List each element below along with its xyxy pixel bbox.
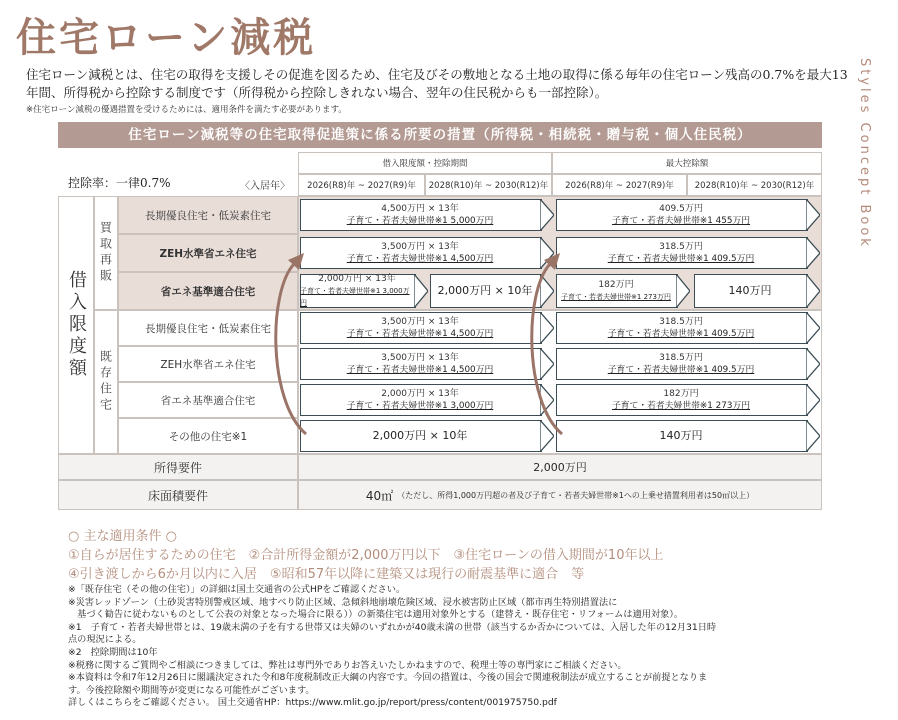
footnote: ※災害レッドゾーン（土砂災害特別警戒区域、地すべり防止区域、急傾斜地崩壊危険区域、浸水被害防止区域（都市再生特別措置法に xyxy=(68,596,618,608)
row-label-long-term-resale: 長期優良住宅・低炭素住宅 xyxy=(118,196,298,234)
arrow-row1-a: 3,500万円 × 13年 子育て・若者夫婦世帯※1 4,500万円 xyxy=(300,237,554,269)
footnote: ※「既存住宅（その他の住宅）」の詳細は国土交通省の公式HPをご確認ください。 xyxy=(68,584,406,595)
arrow-row3-a: 3,500万円 × 13年 子育て・若者夫婦世帯※1 4,500万円 xyxy=(300,312,554,344)
footnote: ※2 控除期間は10年 xyxy=(68,646,158,658)
intro-text: 住宅ローン減税とは、住宅の取得を支援しその促進を図るため、住宅及びその敷地となる土地の取得に係る毎年の住宅ローン残高の0.7%を最大13年間、所得税から控除する制度です（所得税から控除しきれない場合、翌年の住民税からも一部控除）。 xyxy=(26,67,848,100)
header-period-b2: 2028(R10)年 ~ 2030(R12)年 xyxy=(687,174,822,196)
category-resale: 買取再販 xyxy=(94,196,118,310)
footnote: ※1 子育て・若者夫婦世帯とは、19歳未満の子を有する世帯又は夫婦のいずれかが40歳未満の世帯（該当するか否かについては、入居した年の12月31日時 xyxy=(68,621,717,633)
header-period-a1: 2026(R8)年 ~ 2027(R9)年 xyxy=(298,174,425,196)
row-label-energy-existing: 省エネ基準適合住宅 xyxy=(118,382,298,418)
header-max-deduction: 最大控除額 xyxy=(552,152,822,174)
rate-label: 控除率：一律0.7% xyxy=(68,176,171,190)
income-value: 2,000万円 xyxy=(298,454,822,480)
row-label-zeh-resale: ZEH水準省エネ住宅 xyxy=(118,234,298,272)
footnote: ※本資料は令和7年12月26日に閣議決定された令和8年度税制改正大綱の内容です。今回の措置は、今後の国会で関連税制法が成立することが前提となりま xyxy=(68,672,708,684)
header-period-b1: 2026(R8)年 ~ 2027(R9)年 xyxy=(552,174,687,196)
row-label-zeh-existing: ZEH水準省エネ住宅 xyxy=(118,346,298,382)
arrow-row3-b: 318.5万円 子育て・若者夫婦世帯※1 409.5万円 xyxy=(556,312,820,344)
header-borrow-limit: 借入限度額・控除期間 xyxy=(298,152,552,174)
footnote: 点の現況による。 xyxy=(68,634,142,646)
arrow-row6-b: 140万円 xyxy=(556,420,820,452)
conditions-line2: ④引き渡しから6か月以内に入居 ⑤昭和57年以降に建築又は現行の耐震基準に適合 等 xyxy=(68,567,585,582)
arrow-row4-a: 3,500万円 × 13年 子育て・若者夫婦世帯※1 4,500万円 xyxy=(300,348,554,380)
tax-table xyxy=(58,152,822,512)
floor-area-label: 床面積要件 xyxy=(58,480,298,510)
arrow-row6-a: 2,000万円 × 10年 xyxy=(300,420,554,452)
conditions-block xyxy=(68,527,663,584)
arrow-row1-b: 318.5万円 子育て・若者夫婦世帯※1 409.5万円 xyxy=(556,237,820,269)
conditions-header: ○ 主な適用条件 ○ xyxy=(68,529,177,544)
footnote: ※税務に関するご質問やご相談につきましては、弊社は専門外でありお答えいたしかねますので、税理士等の専門家にご相談ください。 xyxy=(68,659,627,671)
row-label-long-term-existing: 長期優良住宅・低炭素住宅 xyxy=(118,310,298,346)
floor-area-value xyxy=(298,480,822,510)
arrow-row4-b: 318.5万円 子育て・若者夫婦世帯※1 409.5万円 xyxy=(556,348,820,380)
section-banner: 住宅ローン減税等の住宅取得促進策に係る所要の措置（所得税・相続税・贈与税・個人住民税） xyxy=(58,122,822,148)
row-label-other-existing: その他の住宅※1 xyxy=(118,418,298,454)
row-label-energy-resale: 省エネ基準適合住宅 xyxy=(118,272,298,310)
category-existing: 既存住宅 xyxy=(94,310,118,454)
arrow-row5-b: 182万円 子育て・若者夫婦世帯※1 273万円 xyxy=(556,384,820,416)
footnotes xyxy=(68,584,838,710)
arrow-row2-b1: 182万円 子育て・若者夫婦世帯※1 273万円 xyxy=(556,274,690,308)
floor-area-number: 40㎡ xyxy=(365,488,394,503)
category-borrow-limit: 借入限度額 xyxy=(58,196,94,454)
page-title: 住宅ローン減税 xyxy=(16,14,317,61)
conditions-line1: ①自らが居住するための住宅 ②合計所得金額が2,000万円以下 ③住宅ローンの借入期間が10年以上 xyxy=(68,548,664,563)
arrow-row5-a: 2,000万円 × 13年 子育て・若者夫婦世帯※1 3,000万円 xyxy=(300,384,554,416)
side-brand-text: Styles Concept Book xyxy=(857,58,872,249)
floor-area-note: （ただし、所得1,000万円超の者及び子育て・若者夫婦世帯※1への上乗せ措置利用者は50㎡以上） xyxy=(397,490,755,500)
year-label: 〈入居年〉 xyxy=(240,181,290,192)
arrow-row2-a1: 2,000万円 × 13年 子育て・若者夫婦世帯※1 3,000万円 xyxy=(300,274,428,308)
header-period-a2: 2028(R10)年 ~ 2030(R12)年 xyxy=(425,174,552,196)
footnote-link: 詳しくはこちらをご確認ください。 国土交通省HP：https://www.mlit.go.jp/report/press/content/001975750.pdf xyxy=(68,697,557,709)
arrow-row2-b2: 140万円 xyxy=(694,274,820,308)
arrow-row0-b: 409.5万円 子育て・若者夫婦世帯※1 455万円 xyxy=(556,199,820,231)
arrow-row2-a2: 2,000万円 × 10年 xyxy=(430,274,554,308)
footnote: 基づく勧告に従わないものとして公表の対象となった場合に限る））の新築住宅は適用対象外とする（建替え・既存住宅・リフォームは適用対象）。 xyxy=(68,609,684,621)
footnote: す。今後控除額や期間等が変更になる可能性がございます。 xyxy=(68,684,315,696)
intro-note: ※住宅ローン減税の優遇措置を受けるためには、適用条件を満たす必要があります。 xyxy=(26,105,347,115)
income-label: 所得要件 xyxy=(58,454,298,480)
arrow-row0-a: 4,500万円 × 13年 子育て・若者夫婦世帯※1 5,000万円 xyxy=(300,199,554,231)
